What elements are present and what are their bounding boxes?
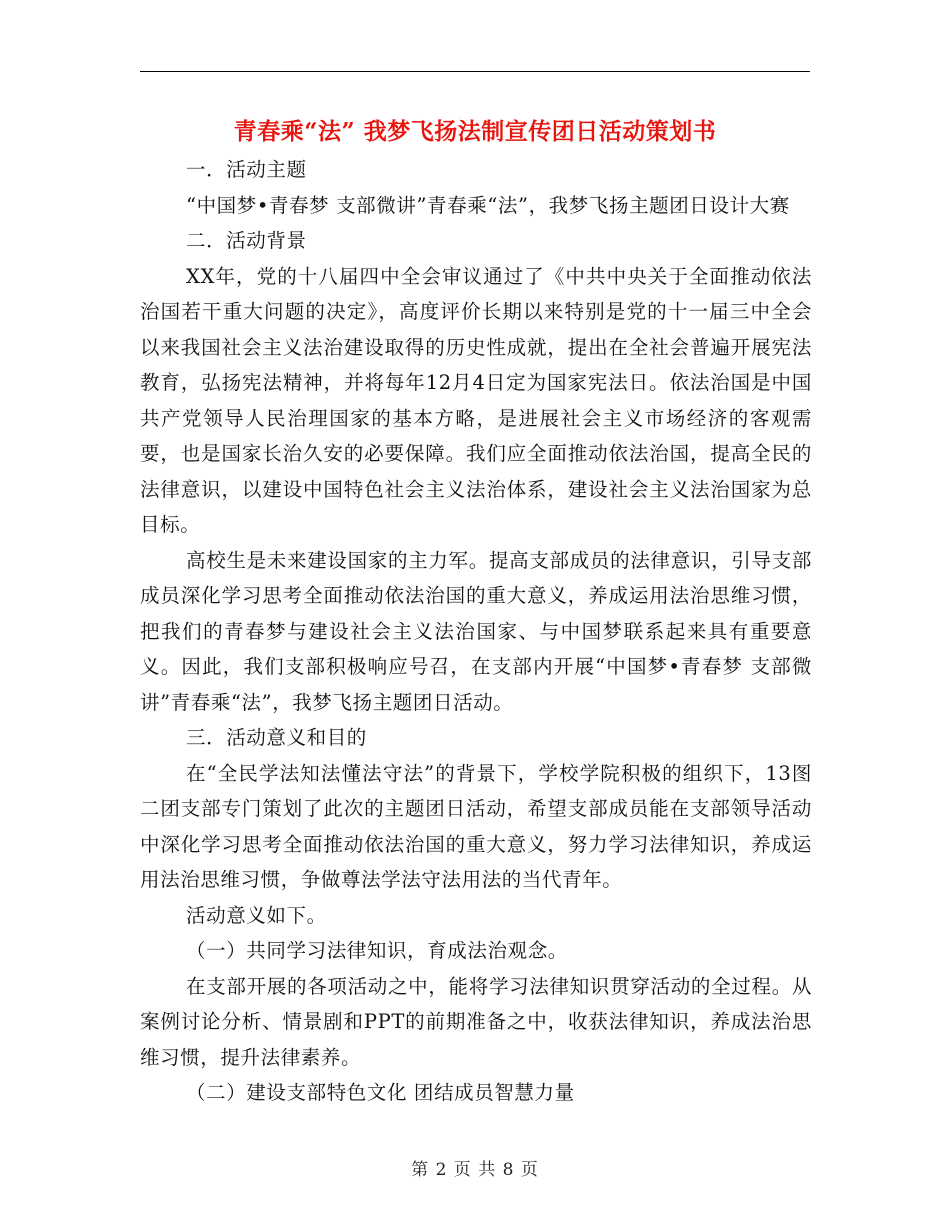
- paragraph-subpoint-1: 在支部开展的各项活动之中，能将学习法律知识贯穿活动的全过程。从案例讨论分析、情景剧和PPT的前期准备之中，收获法律知识，养成法治思维习惯，提升法律素养。: [140, 974, 812, 1069]
- section-heading-1: 一．活动主题: [186, 158, 307, 181]
- paragraph-background-2: 高校生是未来建设国家的主力军。提高支部成员的法律意识，引导支部成员深化学习思考全面推动依法治国的重大意义，养成运用法治思维习惯，把我们的青春梦与建设社会主义法治国家、与中国梦联系起来具有重要意义。因此，我们支部积极响应号召，在支部内开展“中国梦•青春梦 支部微讲”青春乘“法”，我梦飞扬主题团日活动。: [140, 548, 812, 714]
- subheading-2: （二）建设支部特色文化 团结成员智慧力量: [186, 1081, 575, 1104]
- header-rule: [140, 71, 810, 72]
- subheading-1: （一）共同学习法律知识，育成法治观念。: [186, 939, 568, 962]
- paragraph-significance-intro: 活动意义如下。: [186, 903, 327, 927]
- paragraph-background-1: XX年，党的十八届四中全会审议通过了《中共中央关于全面推动依法治国若干重大问题的决定》，高度评价长期以来特别是党的十一届三中全会以来我国社会主义法治建设取得的历史性成就，提出在全社会普遍开展宪法教育，弘扬宪法精神，并将每年12月4日定为国家宪法日。依法治国是中国共产党领导人民治理国家的基本方略，是进展社会主义市场经济的客观需要，也是国家长治久安的必要保障。我们应全面推动依法治国，提高全民的法律意识，以建设中国特色社会主义法治体系，建设社会主义法治国家为总目标。: [140, 264, 812, 536]
- paragraph-theme: “中国梦•青春梦 支部微讲”青春乘“法”，我梦飞扬主题团日设计大赛: [186, 193, 790, 217]
- document-body: [140, 152, 812, 1111]
- paragraph-purpose: 在“全民学法知法懂法守法”的背景下，学校学院积极的组织下，13图二团支部专门策划了此次的主题团日活动，希望支部成员能在支部领导活动中深化学习思考全面推动依法治国的重大意义，努力学习法律知识，养成运用法治思维习惯，争做尊法学法守法用法的当代青年。: [140, 761, 812, 891]
- page-footer: 第 2 页 共 8 页: [411, 1160, 539, 1180]
- section-heading-2: 二．活动背景: [186, 229, 307, 252]
- section-heading-3: 三．活动意义和目的: [186, 726, 367, 749]
- document-title: 青春乘“法” 我梦飞扬法制宣传团日活动策划书: [233, 118, 717, 145]
